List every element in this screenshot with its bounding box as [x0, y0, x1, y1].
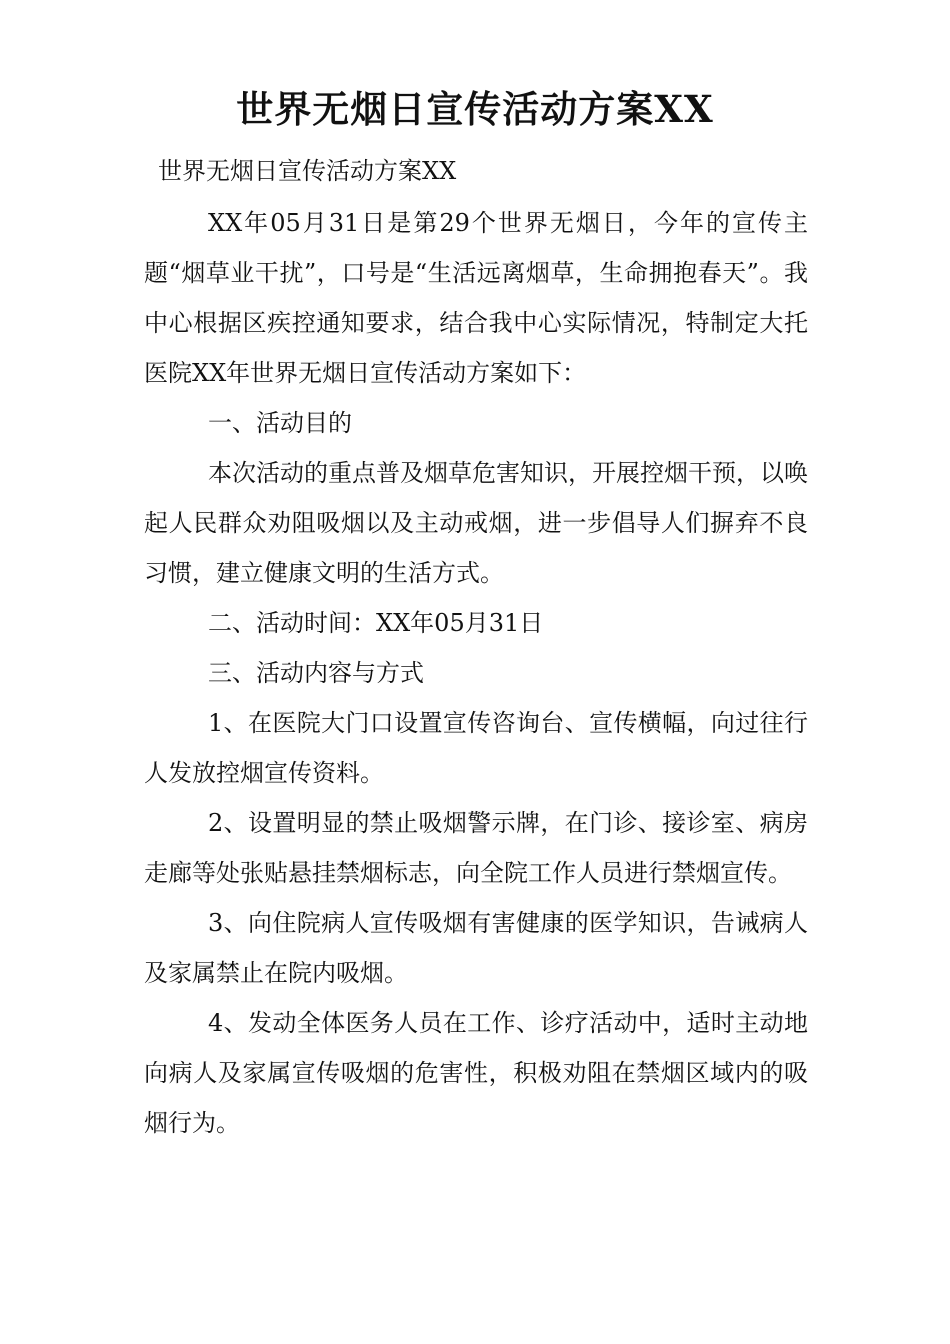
content-item-4: 4、发动全体医务人员在工作、诊疗活动中，适时主动地向病人及家属宣传吸烟的危害性，积极劝阻在禁烟区域内的吸烟行为。: [144, 1009, 808, 1137]
section-heading-time: 二、活动时间：XX年05月31日: [208, 609, 544, 637]
document-title: 世界无烟日宣传活动方案XX: [236, 87, 714, 131]
content-item-3: 3、向住院病人宣传吸烟有害健康的医学知识，告诫病人及家属禁止在院内吸烟。: [144, 909, 808, 987]
intro-paragraph: XX年05月31日是第29个世界无烟日，今年的宣传主题“烟草业干扰”，口号是“生活远离烟草，生命拥抱春天”。我中心根据区疾控通知要求，结合我中心实际情况，特制定大托医院XX年世界无烟日宣传活动方案如下：: [144, 209, 808, 387]
content-item-1: 1、在医院大门口设置宣传咨询台、宣传横幅，向过往行人发放控烟宣传资料。: [144, 709, 808, 787]
document-subtitle: 世界无烟日宣传活动方案XX: [158, 157, 457, 185]
purpose-paragraph: 本次活动的重点普及烟草危害知识，开展控烟干预，以唤起人民群众劝阻吸烟以及主动戒烟，进一步倡导人们摒弃不良习惯，建立健康文明的生活方式。: [144, 459, 808, 587]
section-heading-content: 三、活动内容与方式: [208, 659, 424, 687]
document-body: [144, 198, 808, 1148]
section-heading-purpose: 一、活动目的: [208, 409, 352, 437]
content-item-2: 2、设置明显的禁止吸烟警示牌，在门诊、接诊室、病房走廊等处张贴悬挂禁烟标志，向全院工作人员进行禁烟宣传。: [144, 809, 808, 887]
